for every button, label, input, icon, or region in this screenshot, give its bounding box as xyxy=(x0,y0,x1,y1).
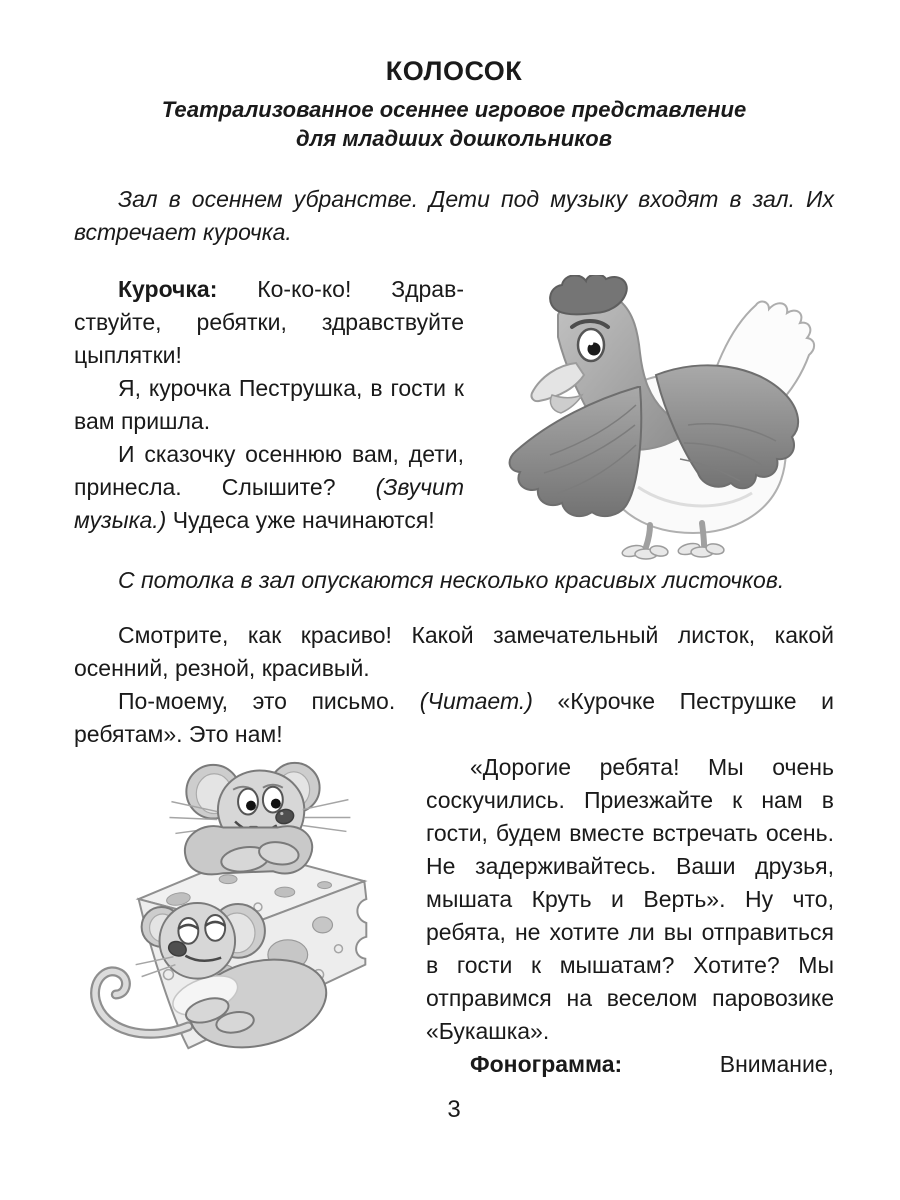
speech-text: «Курочке Пеструшке и ребятам». Это нам! xyxy=(74,688,834,747)
hen-section xyxy=(74,273,834,560)
stage-direction-leaves: С потолка в зал опускаются несколько красивых листочков. xyxy=(118,567,785,593)
mice-cheese-illustration xyxy=(74,751,426,1081)
hen-illustration xyxy=(464,273,834,560)
letter-text: «Дорогие ребята! Мы очень соскучились. Приезжайте к нам в гости, будем вместе встречать осень. Не задерживайтесь. Ваши друзья, мышата Круть и Верть». Ну что, ребята, не хотите ли вы отправиться в гости к мышатам? Хотите? Мы отправимся на веселом паровозике «Букашка». xyxy=(426,754,834,1044)
speaker-name: Курочка: xyxy=(118,276,218,302)
hen-speech-paragraph-3 xyxy=(74,438,464,537)
hen-beak xyxy=(531,363,584,401)
hen-speech-paragraph-1 xyxy=(74,273,464,372)
speech-text: По-моему, это письмо. xyxy=(118,688,420,714)
inline-stage-direction: (Читает.) xyxy=(419,688,533,714)
hen-monologue xyxy=(74,619,834,751)
inline-stage-direction: (Звучит музыка.) xyxy=(74,474,464,533)
subtitle-line-1: Театрализованное осеннее игровое представление xyxy=(161,97,747,122)
speaker-name: Фонограмма: xyxy=(470,1051,623,1077)
stage-direction-opening: Зал в осеннем убранстве. Дети под музыку входят в зал. Их встречает курочка. xyxy=(74,186,834,245)
monologue-paragraph-2 xyxy=(74,685,834,751)
fonogramma-line xyxy=(426,1048,834,1081)
speech-text: И сказочку осеннюю вам, дети, принесла. Слышите? xyxy=(74,441,464,500)
page-number: 3 xyxy=(447,1096,461,1123)
mice-cheese-illustration-svg xyxy=(74,759,422,1059)
speech-text: Чудеса уже начинаются! xyxy=(166,507,435,533)
speech-text: Ко-ко-ко! Здравствуйте, ребятки, здравствуйте цыплятки! xyxy=(74,276,464,368)
hen-left-wing xyxy=(510,387,642,516)
hen-speech-paragraph-2: Я, курочка Пеструшка, в гости к вам пришла. xyxy=(74,375,464,434)
hen-illustration-svg xyxy=(488,275,818,560)
letter-section xyxy=(74,751,834,1081)
subtitle xyxy=(74,95,834,153)
monologue-paragraph-1: Смотрите, как красиво! Какой замечательный листок, какой осенний, резной, красивый. xyxy=(74,622,834,681)
hen-speech-column xyxy=(74,273,464,560)
page-title: КОЛОСОК xyxy=(385,56,523,86)
letter-column xyxy=(426,751,834,1081)
subtitle-line-2: для младших дошкольников xyxy=(295,126,613,151)
speech-text: Внимание, xyxy=(719,1051,834,1077)
top-mouse-arms xyxy=(185,826,312,874)
